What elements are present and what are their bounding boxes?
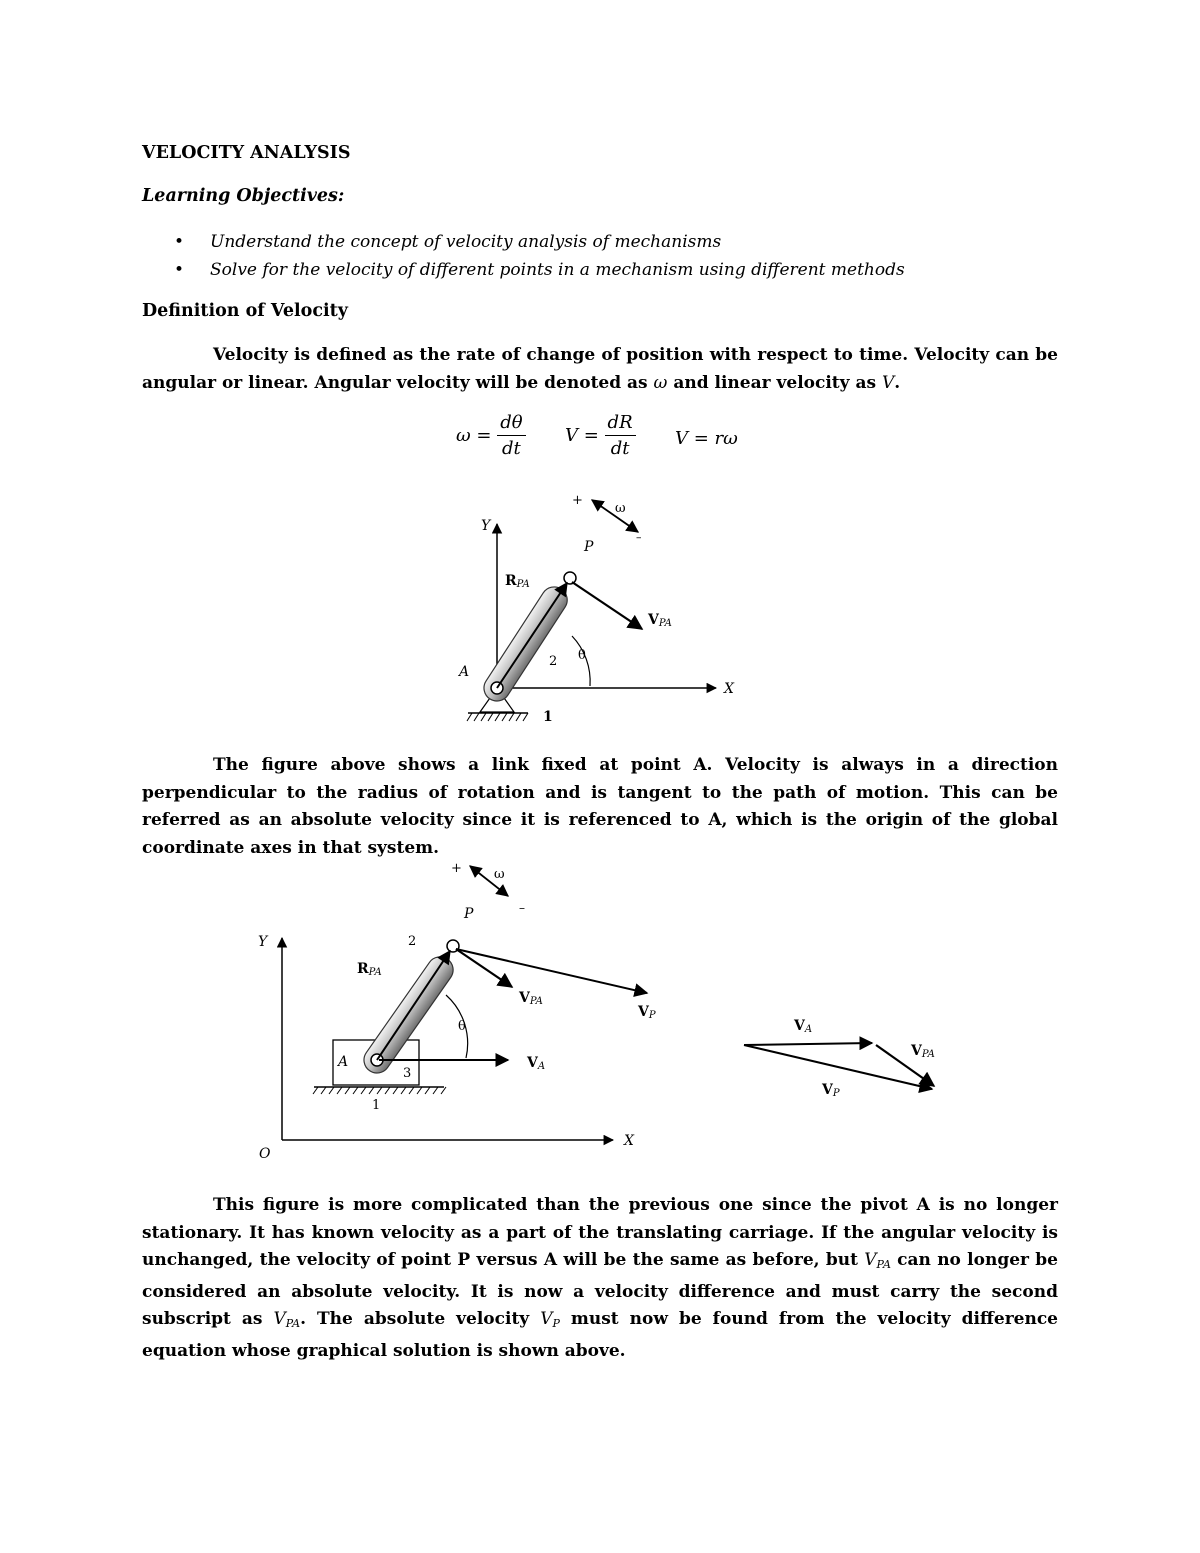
omega-minus: – <box>636 531 642 544</box>
page-title: VELOCITY ANALYSIS <box>142 143 351 163</box>
v-a-label: VA <box>527 1055 546 1072</box>
ground-hatch <box>313 1087 446 1094</box>
figure-translating-carriage <box>250 855 970 1165</box>
point-a-label: A <box>338 1054 349 1070</box>
polygon-v-p-label: VP <box>822 1082 840 1099</box>
angular-velocity-equation: ω = $\frac{d\theta}{dt}$ <box>456 412 526 459</box>
x-axis-label: X <box>624 1133 634 1149</box>
v-pa-vector <box>572 582 642 629</box>
ground-label: 1 <box>372 1098 381 1113</box>
r-pa-label: RPA <box>357 961 382 978</box>
section-heading: Definition of Velocity <box>142 301 348 321</box>
x-axis-label: X <box>724 681 734 697</box>
figure-fixed-link <box>440 485 760 730</box>
polygon-v-a <box>744 1043 872 1045</box>
point-p-label: P <box>464 906 474 922</box>
carriage-number: 3 <box>403 1066 412 1081</box>
polygon-v-a-label: VA <box>794 1018 813 1035</box>
point-p-label: P <box>584 539 594 555</box>
polygon-v-pa-label: VPA <box>911 1043 935 1060</box>
omega-minus: – <box>519 901 525 915</box>
ground-label: 1 <box>543 709 553 725</box>
omega-plus: + <box>451 861 462 876</box>
omega-plus: + <box>572 493 583 508</box>
objectives-list <box>170 228 905 284</box>
v-p-vector <box>456 949 647 993</box>
v-pa-label: VPA <box>648 612 672 629</box>
translating-carriage-paragraph: This figure is more complicated than the previous one since the pivot A is no longer stationary. It has known velocity as a part of the translating carriage. If the angular velocity is unchanged, the velocity of point P versus A will be the same as before, but VPA can no longer be considered an absolute velocity. It is now a velocity difference and must carry the second subscript as VPA. The absolute velocity VP must now be found from the velocity difference equation whose graphical solution is shown above. <box>142 1195 1058 1361</box>
theta-label: θ <box>578 648 586 663</box>
link-number: 2 <box>408 934 417 949</box>
objectives-heading: Learning Objectives: <box>142 186 345 206</box>
y-axis-label: Y <box>481 518 491 534</box>
theta-label: θ <box>458 1019 466 1034</box>
list-item: • Understand the concept of velocity analysis of mechanisms <box>170 228 905 256</box>
omega-label: ω <box>494 867 505 882</box>
r-pa-label: RPA <box>505 573 530 590</box>
v-pa-label: VPA <box>519 990 543 1007</box>
ground-hatch <box>467 713 528 721</box>
tangential-velocity-equation: V = rω <box>675 428 738 449</box>
omega-label: ω <box>615 501 626 516</box>
point-a-label: A <box>459 664 470 680</box>
origin-label: O <box>259 1146 271 1162</box>
y-axis-label: Y <box>258 934 268 950</box>
list-item: • Solve for the velocity of different points in a mechanism using different methods <box>170 256 905 284</box>
definition-paragraph: Velocity is defined as the rate of change of position with respect to time. Velocity can be angular or linear. Angular velocity will be denoted as ω and linear velocity as V. <box>142 345 1058 393</box>
v-p-label: VP <box>638 1004 656 1021</box>
polygon-v-p <box>744 1045 932 1089</box>
linear-velocity-equation: V = $\frac{dR}{dt}$ <box>565 412 636 459</box>
link-number: 2 <box>549 654 558 669</box>
r-pa-vector <box>497 583 567 688</box>
fixed-link-paragraph: The figure above shows a link fixed at point A. Velocity is always in a direction perpendicular to the radius of rotation and is tangent to the path of motion. This can be referred as an absolute velocity since it is referenced to A, which is the origin of the global coordinate axes in that system. <box>142 755 1058 858</box>
velocity-equations <box>0 412 1200 472</box>
